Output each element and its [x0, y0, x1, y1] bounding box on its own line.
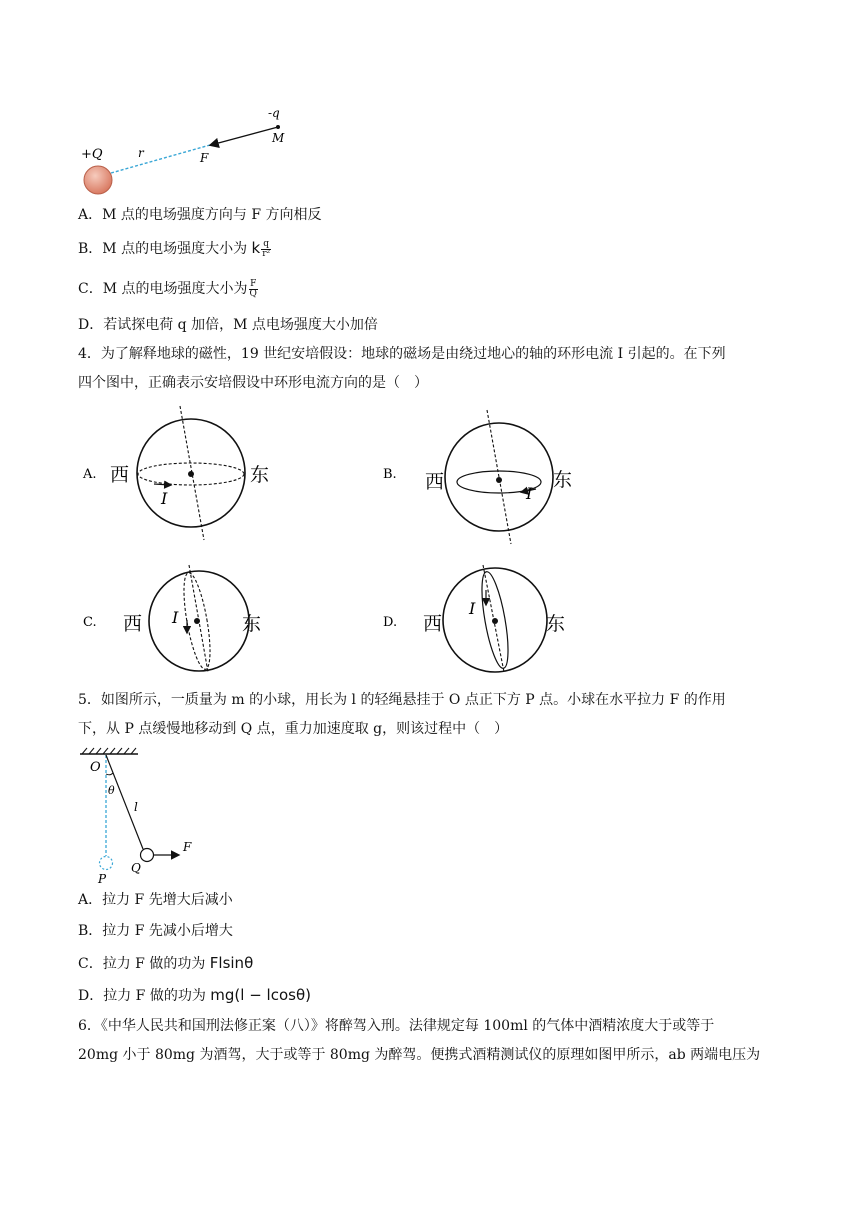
q6-stem-line2: 20mg 小于 80mg 为酒驾，大于或等于 80mg 为醉驾。便携式酒精测试仪的原理如图甲所示，ab 两端电压为	[78, 1047, 761, 1063]
figure-c	[83, 565, 261, 672]
figure-a-current: I	[161, 489, 168, 508]
q4-stem-line2: 四个图中，正确表示安培假设中环形电流方向的是（ ）	[78, 375, 428, 391]
figure-d-letter: D.	[383, 615, 398, 630]
figure-a-center	[188, 471, 194, 477]
label-minus-q: -q	[268, 106, 280, 120]
label-r: r	[138, 146, 144, 160]
ceiling-hatch	[82, 748, 136, 754]
figure-d	[383, 565, 565, 672]
q3-option-c	[78, 279, 259, 299]
figure-a-east: 东	[250, 464, 270, 486]
distance-line	[111, 145, 210, 173]
figure-b-letter: B.	[383, 467, 397, 482]
q5-option-a: A．拉力 F 先增大后减小	[78, 892, 233, 908]
q5-option-b: B．拉力 F 先减小后增大	[78, 923, 233, 939]
q3-option-b-text: B．M 点的电场强度大小为	[78, 241, 252, 257]
q3-option-b-k: k	[251, 239, 261, 257]
label-f: F	[183, 840, 192, 854]
ball-at-p	[100, 857, 113, 870]
figure-c-current: I	[172, 608, 179, 627]
q5-option-d	[78, 985, 311, 1006]
q5-option-c-math: Flsinθ	[209, 954, 254, 972]
q3-option-c-text: C．M 点的电场强度大小为	[78, 281, 248, 297]
label-q: Q	[131, 861, 141, 875]
figure-c-letter: C.	[83, 615, 97, 630]
figure-d-west: 西	[423, 613, 443, 635]
q3-option-b	[78, 238, 272, 259]
label-f: F	[200, 151, 209, 165]
pendulum-diagram-q5	[78, 746, 208, 886]
q5-stem-line2: 下，从 P 点缓慢地移动到 Q 点，重力加速度取 g，则该过程中（ ）	[78, 721, 509, 737]
figure-b-center	[496, 477, 502, 483]
point-m-dot	[276, 125, 280, 129]
figure-c-west: 西	[123, 613, 143, 635]
figure-b-east: 东	[553, 469, 573, 491]
figure-b-current: I	[526, 484, 533, 503]
figure-a-letter: A.	[83, 467, 97, 482]
figure-b	[383, 410, 572, 544]
field-diagram-q3	[78, 100, 308, 200]
label-o: O	[90, 760, 101, 775]
q3-option-a: A．M 点的电场强度方向与 F 方向相反	[78, 207, 322, 223]
figure-b-west: 西	[425, 471, 445, 493]
label-p: P	[98, 872, 107, 886]
figure-a	[82, 406, 269, 540]
figure-a-arrow	[154, 484, 170, 485]
q5-option-d-text: D．拉力 F 做的功为	[78, 988, 211, 1004]
label-m: M	[272, 131, 285, 145]
figure-c-center	[194, 618, 200, 624]
q6-stem-line1: 6．《中华人民共和国刑法修正案（八）》将醉驾入刑。法律规定每 100ml 的气体中酒精浓度大于或等于	[78, 1018, 715, 1034]
force-arrow	[211, 127, 278, 145]
label-plus-q: +Q	[81, 147, 103, 162]
q5-stem-line1: 5．如图所示，一质量为 m 的小球，用长为 l 的轻绳悬挂于 O 点正下方 P 点。小球在水平拉力 F 的作用	[78, 692, 726, 708]
angle-arc	[106, 773, 113, 775]
figure-c-east: 东	[242, 613, 262, 635]
q3-option-c-fraction: $\frac{F}{Q}$	[249, 278, 257, 299]
earth-figures-q4	[70, 402, 590, 677]
q3-option-d: D．若试探电荷 q 加倍，M 点电场强度大小加倍	[78, 317, 378, 333]
label-l: l	[134, 800, 138, 814]
ball-at-q	[141, 849, 154, 862]
figure-a-west: 西	[110, 464, 130, 486]
label-theta: θ	[108, 784, 115, 797]
q5-option-c	[78, 953, 253, 974]
figure-d-current: I	[469, 599, 476, 618]
q3-option-b-fraction: $\frac{q}{\text{r²}}$	[262, 238, 271, 259]
q5-option-d-math: mg(l − lcosθ)	[210, 986, 311, 1004]
charge-sphere	[84, 166, 112, 194]
figure-d-east: 东	[546, 613, 566, 635]
figure-d-center	[492, 618, 498, 624]
q5-option-c-text: C．拉力 F 做的功为	[78, 956, 210, 972]
q4-stem-line1: 4．为了解释地球的磁性，19 世纪安培假设：地球的磁场是由绕过地心的轴的环形电流 I 引起的。在下列	[78, 346, 726, 362]
